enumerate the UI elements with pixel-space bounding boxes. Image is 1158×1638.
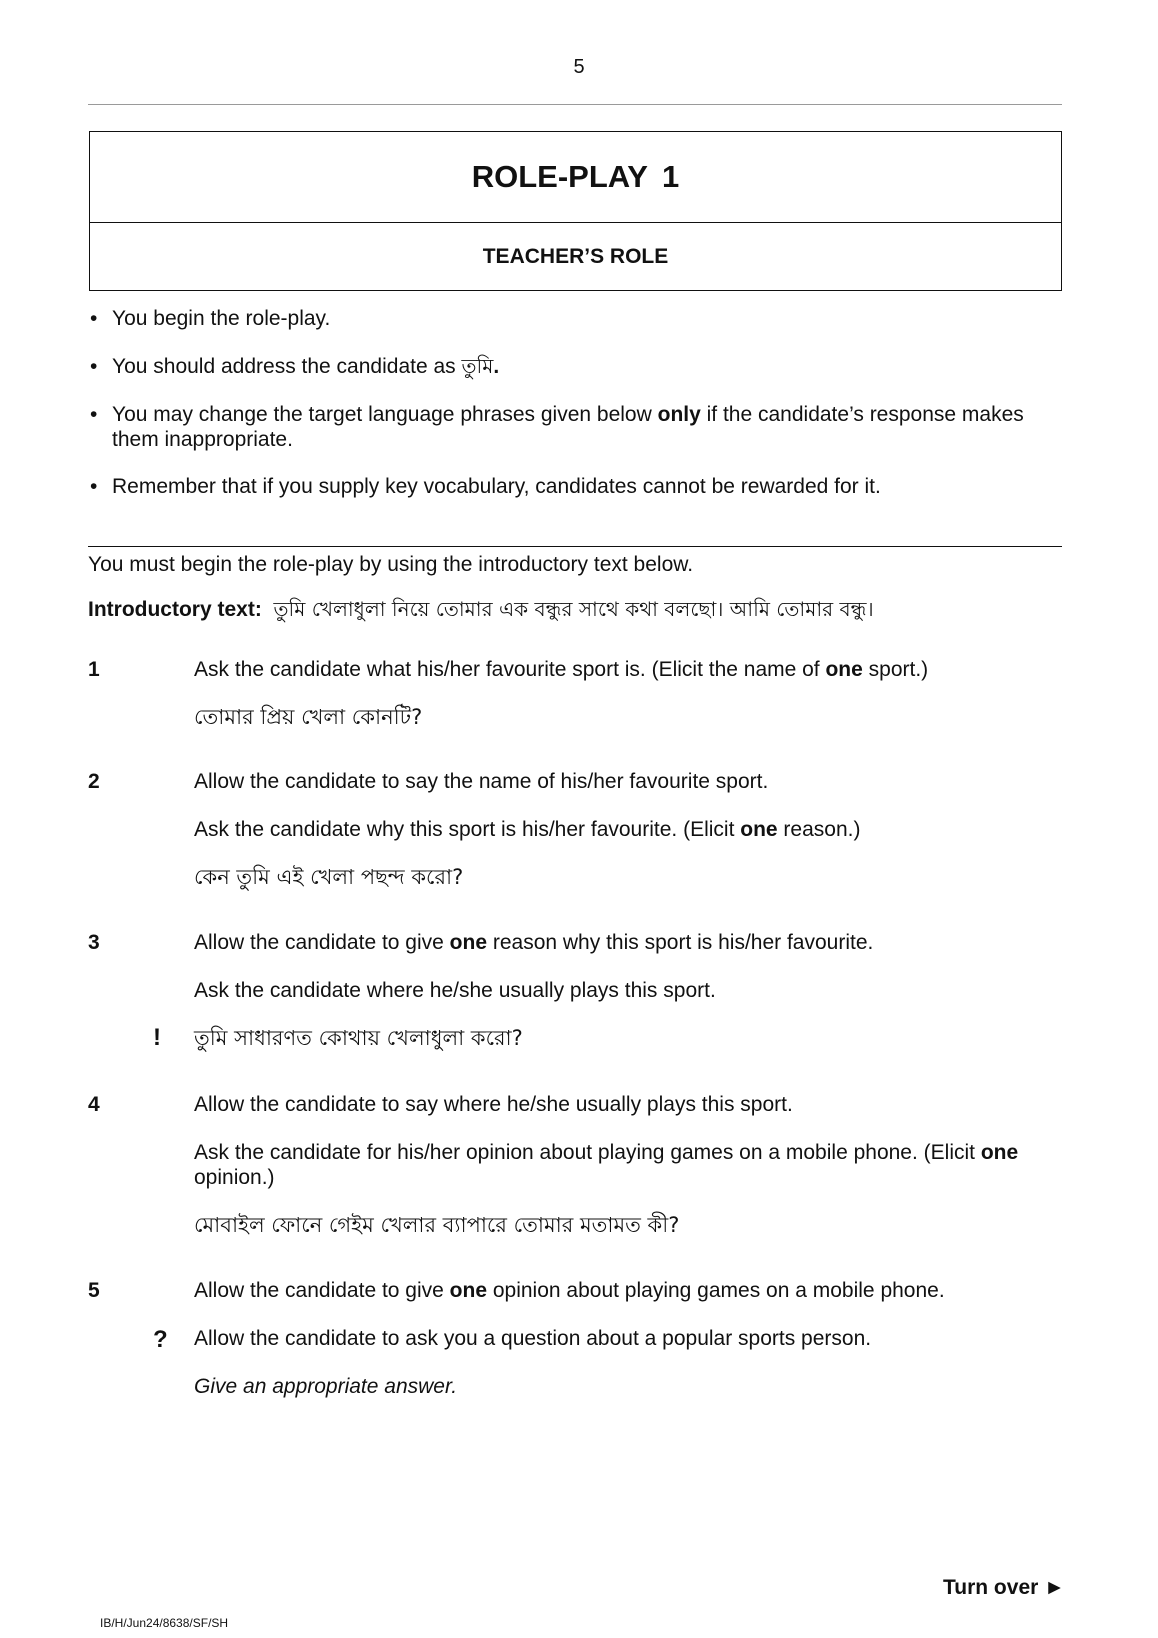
instruction-item: • You may change the target language phrases given below only if the candidate’s response makes them inappropriate. xyxy=(88,402,1068,452)
intro-instruction: You must begin the role-play by using the introductory text below. xyxy=(88,553,694,576)
item-number: 3 xyxy=(88,931,100,954)
top-divider xyxy=(88,104,1062,105)
item-instruction: Allow the candidate to give one reason why this sport is his/her favourite. xyxy=(194,931,874,954)
introductory-label: Introductory text: xyxy=(88,598,262,621)
item-instruction: Allow the candidate to give one opinion about playing games on a mobile phone. xyxy=(194,1279,945,1302)
item-instruction: Ask the candidate where he/she usually plays this sport. xyxy=(194,979,716,1002)
item-instruction: Ask the candidate for his/her opinion about playing games on a mobile phone. (Elicit one opinion.) xyxy=(194,1141,1019,1189)
instruction-item: • You begin the role-play. xyxy=(88,306,1068,331)
item-bengali-phrase: তোমার প্রিয় খেলা কোনটি? xyxy=(194,705,423,729)
item-number: 4 xyxy=(88,1093,100,1116)
turn-over-label: Turn over ► xyxy=(943,1576,1065,1599)
role-header-box xyxy=(89,131,1062,291)
item-instruction: Allow the candidate to ask you a question about a popular sports person. xyxy=(194,1327,872,1350)
item-bengali-phrase: মোবাইল ফোনে গেইম খেলার ব্যাপারে তোমার মতামত কী? xyxy=(194,1213,680,1237)
instruction-item: • You should address the candidate as তুমি. xyxy=(88,354,1068,379)
role-play-title: ROLE-PLAY 1 xyxy=(90,132,1061,223)
role-subtitle: TEACHER’S ROLE xyxy=(482,244,669,268)
question-icon: ? xyxy=(153,1326,168,1353)
item-instruction: Ask the candidate what his/her favourite sport is. (Elicit the name of one sport.) xyxy=(194,658,929,681)
address-form: তুমি xyxy=(461,354,494,378)
section-divider xyxy=(88,546,1062,547)
instruction-item: • Remember that if you supply key vocabulary, candidates cannot be rewarded for it. xyxy=(88,474,1068,499)
introductory-text xyxy=(88,597,874,622)
item-number: 5 xyxy=(88,1279,100,1302)
item-instruction: Allow the candidate to say where he/she usually plays this sport. xyxy=(194,1093,793,1116)
item-instruction: Give an appropriate answer. xyxy=(194,1375,458,1398)
item-instruction: Ask the candidate why this sport is his/her favourite. (Elicit one reason.) xyxy=(194,818,861,841)
item-bengali-phrase: তুমি সাধারণত কোথায় খেলাধুলা করো? xyxy=(194,1026,523,1050)
item-bengali-phrase: কেন তুমি এই খেলা পছন্দ করো? xyxy=(194,865,464,889)
item-number: 1 xyxy=(88,658,100,681)
item-instruction: Allow the candidate to say the name of his/her favourite sport. xyxy=(194,770,769,793)
unprepared-question-icon: ! xyxy=(153,1024,161,1051)
item-number: 2 xyxy=(88,770,100,793)
page-number: 5 xyxy=(573,56,585,78)
document-code: IB/H/Jun24/8638/SF/SH xyxy=(100,1616,229,1630)
introductory-bengali: তুমি খেলাধুলা নিয়ে তোমার এক বন্ধুর সাথে কথা বলছো। আমি তোমার বন্ধু। xyxy=(273,597,874,621)
